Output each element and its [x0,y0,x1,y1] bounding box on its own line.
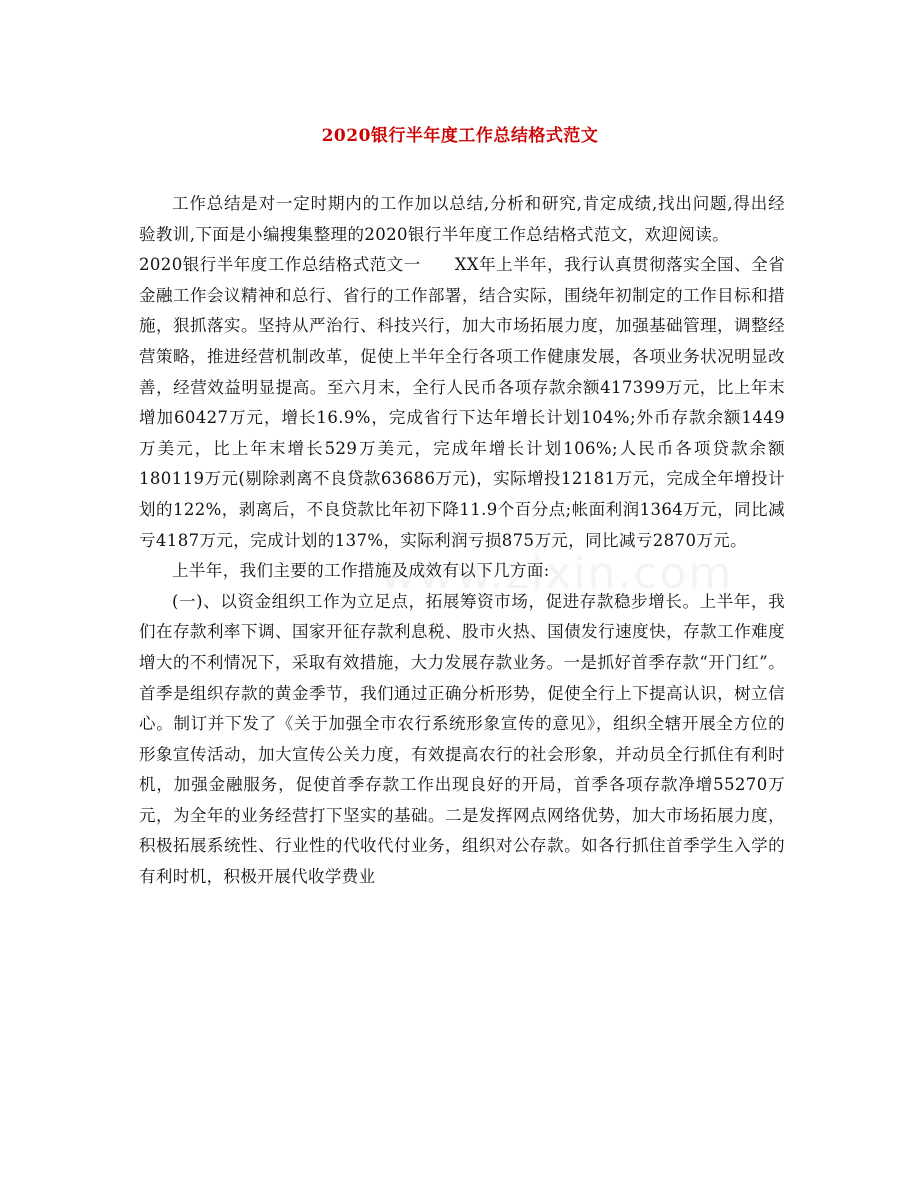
paragraph-measures-intro: 上半年，我们主要的工作措施及成效有以下几方面: [172,561,550,581]
paragraph-measure-one: (一)、以资金组织工作为立足点，拓展筹资市场，促进存款稳步增长。上半年，我们在存款利率下调、国家开征存款利息税、股市火热、国债发行速度快，存款工作难度增大的不利情况下，采取有效措施，大力发展存款业务。一是抓好首季存款“开门红”。首季是组织存款的黄金季节，我们通过正确分析形势，促使全行上下提高认识，树立信心。制订并下发了《关于加强全市农行系统形象宣传的意见》，组织全辖开展全方位的形象宣传活动，加大宣传公关力度，有效提高农行的社会形象，并动员全行抓住有利时机，加强金融服务，促使首季存款工作出现良好的开局，首季各项存款净增55270万元，为全年的业务经营打下坚实的基础。二是发挥网点网络优势，加大市场拓展力度，积极拓展系统性、行业性的代收代付业务，组织对公存款。如各行抓住首季学生入学的有利时机，积极开展代收学费业 [139,591,785,887]
document-body [139,189,785,893]
document-title: 2020银行半年度工作总结格式范文 [321,126,599,146]
paragraph-intro: 工作总结是对一定时期内的工作加以总结,分析和研究,肯定成绩,找出问题,得出经验教训,下面是小编搜集整理的2020银行半年度工作总结格式范文，欢迎阅读。 [139,194,785,244]
paragraph-summary: 2020银行半年度工作总结格式范文一 XX年上半年，我行认真贯彻落实全国、全省金融工作会议精神和总行、省行的工作部署，结合实际，围绕年初制定的工作目标和措施，狠抓落实。坚持从严治行、科技兴行，加大市场拓展力度，加强基础管理，调整经营策略，推进经营机制改革，促使上半年全行各项工作健康发展，各项业务状况明显改善，经营效益明显提高。至六月末，全行人民币各项存款余额417399万元，比上年末增加60427万元，增长16.9%，完成省行下达年增长计划104%;外币存款余额1449万美元，比上年末增长529万美元，完成年增长计划106%;人民币各项贷款余额180119万元(剔除剥离不良贷款63686万元)，实际增投12181万元，完成全年增投计划的122%，剥离后，不良贷款比年初下降11.9个百分点;帐面利润1364万元，同比减亏4187万元，完成计划的137%，实际利润亏损875万元，同比减亏2870万元。 [139,255,785,550]
